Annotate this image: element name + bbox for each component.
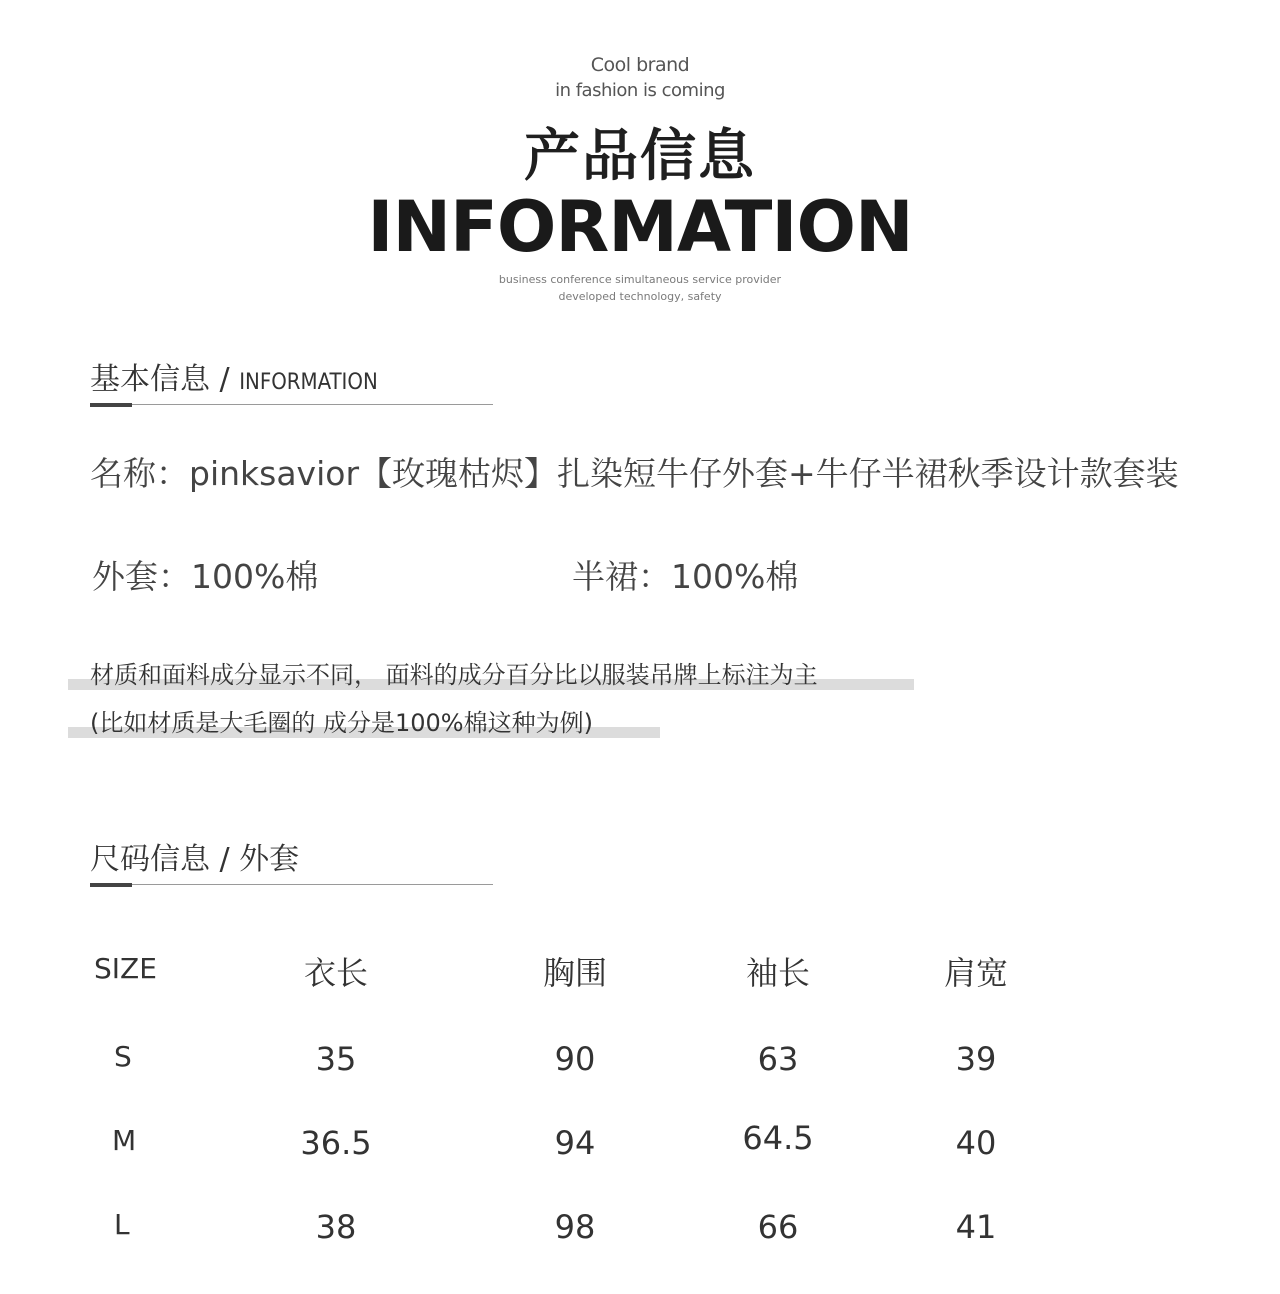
shoulder-cell: 41	[955, 1208, 997, 1246]
size-info-heading: 尺码信息 / 外套	[90, 842, 300, 877]
size-cell: M	[112, 1124, 137, 1157]
length-header: 衣长	[303, 954, 368, 992]
material-note-1: 材质和面料成分显示不同， 面料的成分百分比以服装吊牌上标注为主	[90, 661, 818, 689]
basic-info-heading	[90, 354, 378, 398]
basic-info-divider	[90, 404, 493, 405]
length-cell: 36.5	[300, 1124, 372, 1162]
sleeve-header: 袖长	[745, 954, 810, 992]
jacket-material: 外套：100%棉	[92, 557, 319, 596]
subline-service: business conference simultaneous service provider	[498, 273, 782, 286]
material-note-2: (比如材质是大毛圈的 成分是100%棉这种为例)	[90, 709, 593, 737]
chest-header: 胸围	[542, 954, 607, 992]
tagline-fashion: in fashion is coming	[555, 80, 725, 101]
length-cell: 35	[315, 1040, 357, 1078]
size-cell: L	[114, 1208, 130, 1241]
length-cell: 38	[315, 1208, 357, 1246]
skirt-material: 半裙：100%棉	[572, 557, 799, 596]
size-cell: S	[114, 1040, 132, 1073]
product-name: 名称：pinksavior【玫瑰枯烬】扎染短牛仔外套+牛仔半裙秋季设计款套装	[90, 454, 1179, 493]
size-header: SIZE	[94, 952, 157, 985]
tagline-brand: Cool brand	[590, 54, 690, 76]
size-info-divider	[90, 884, 493, 885]
basic-info-heading-cn: 基本信息 /	[90, 362, 240, 397]
chest-cell: 94	[554, 1124, 596, 1162]
size-info-accent-bar	[90, 883, 132, 887]
page-title-en: INFORMATION	[367, 186, 913, 268]
sleeve-cell: 63	[757, 1040, 799, 1078]
sleeve-cell: 66	[757, 1208, 799, 1246]
shoulder-header: 肩宽	[943, 954, 1008, 992]
page-title-cn: 产品信息	[524, 124, 756, 189]
basic-info-heading-en: INFORMATION	[239, 370, 378, 395]
chest-cell: 90	[554, 1040, 596, 1078]
subline-technology: developed technology, safety	[558, 290, 722, 303]
basic-info-accent-bar	[90, 403, 132, 407]
shoulder-cell: 40	[955, 1124, 997, 1162]
shoulder-cell: 39	[955, 1040, 997, 1078]
chest-cell: 98	[554, 1208, 596, 1246]
sleeve-cell: 64.5	[742, 1119, 814, 1157]
